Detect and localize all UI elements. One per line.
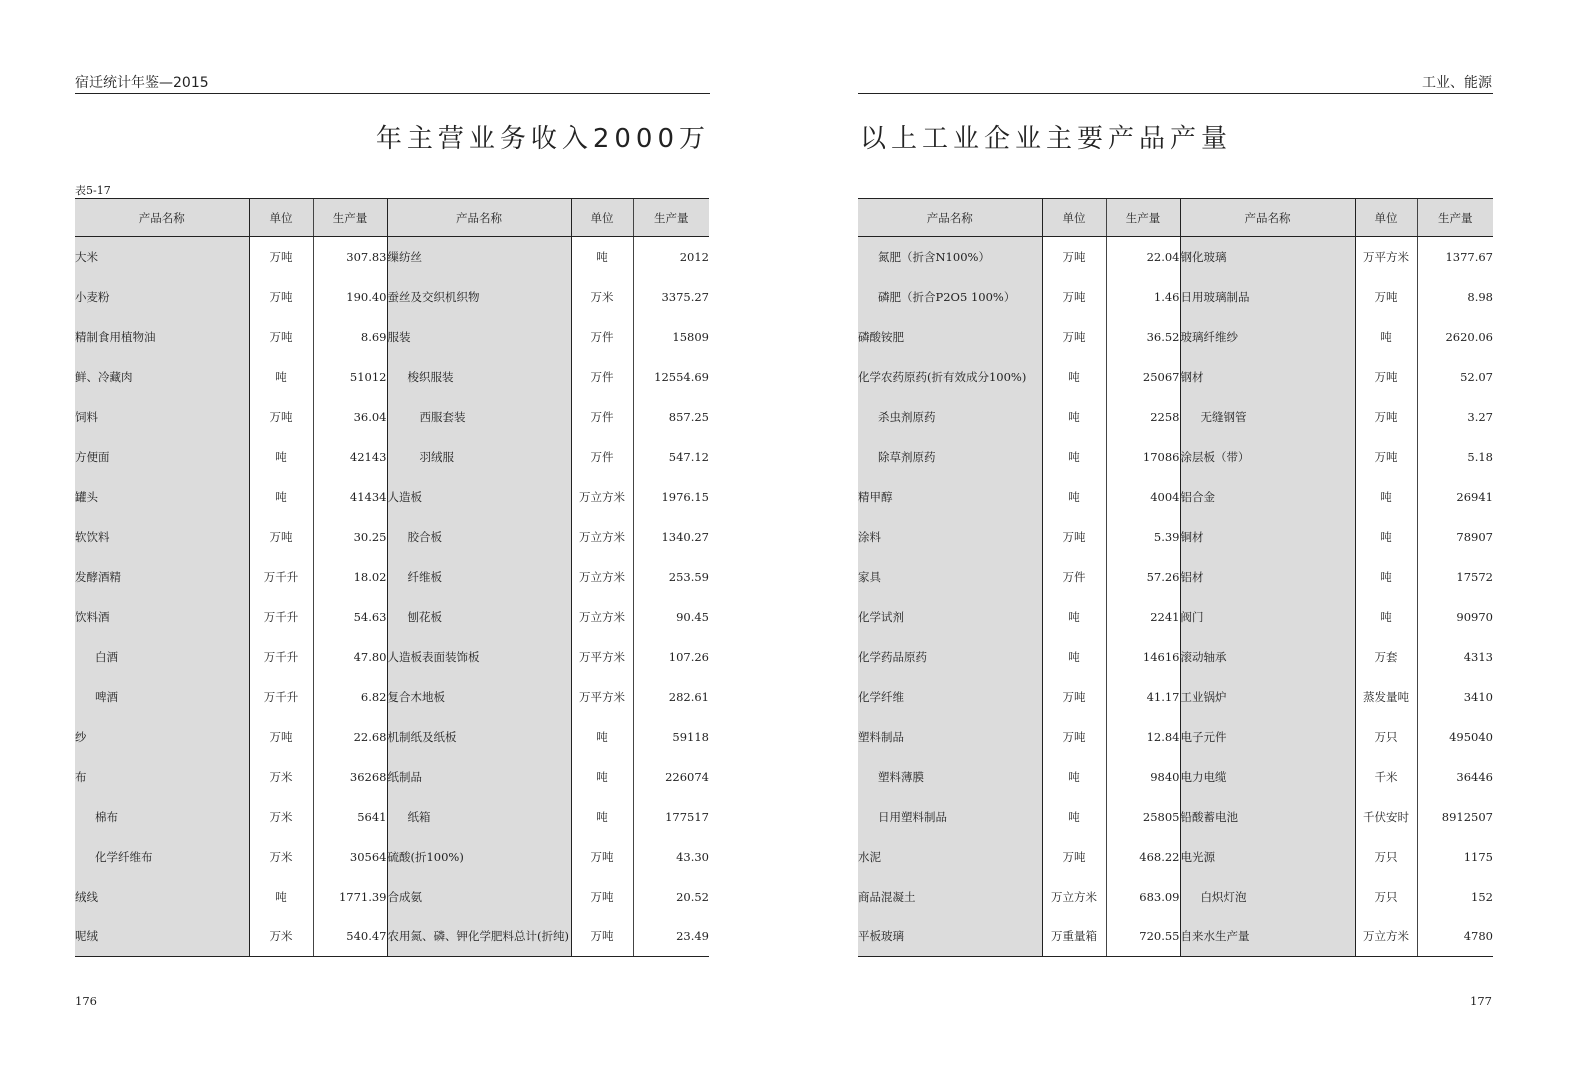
product-name: 塑料薄膜	[858, 757, 1042, 797]
unit: 万吨	[1042, 277, 1106, 317]
output-value: 52.07	[1417, 357, 1493, 397]
output-value: 495040	[1417, 717, 1493, 757]
header-unit: 单位	[1355, 199, 1417, 237]
table-row	[858, 837, 1493, 877]
unit: 吨	[1355, 597, 1417, 637]
table-row	[858, 437, 1493, 477]
product-name: 铅酸蓄电池	[1180, 797, 1355, 837]
product-name: 自来水生产量	[1180, 917, 1355, 957]
output-value: 59118	[633, 717, 709, 757]
header-rule	[75, 93, 710, 94]
unit: 万吨	[249, 317, 313, 357]
product-name: 蚕丝及交织机织物	[387, 277, 571, 317]
output-value: 57.26	[1106, 557, 1180, 597]
table-row	[75, 477, 709, 517]
header-output: 生产量	[1106, 199, 1180, 237]
table-row	[75, 517, 709, 557]
product-name: 缫纺丝	[387, 237, 571, 277]
unit: 万立方米	[571, 557, 633, 597]
unit: 万千升	[249, 637, 313, 677]
product-name: 铝材	[1180, 557, 1355, 597]
output-value: 2258	[1106, 397, 1180, 437]
table-row	[75, 317, 709, 357]
table-row	[75, 437, 709, 477]
unit: 万平方米	[1355, 237, 1417, 277]
output-value: 17086	[1106, 437, 1180, 477]
output-value: 1377.67	[1417, 237, 1493, 277]
product-name: 钢化玻璃	[1180, 237, 1355, 277]
output-value: 78907	[1417, 517, 1493, 557]
product-name: 白炽灯泡	[1180, 877, 1355, 917]
product-name: 布	[75, 757, 249, 797]
product-name: 罐头	[75, 477, 249, 517]
product-name: 除草剂原药	[858, 437, 1042, 477]
unit: 万千升	[249, 597, 313, 637]
table-row	[75, 237, 709, 277]
header-output: 生产量	[633, 199, 709, 237]
product-name: 磷酸铵肥	[858, 317, 1042, 357]
unit: 万米	[249, 917, 313, 957]
output-value: 41.17	[1106, 677, 1180, 717]
unit: 吨	[1042, 797, 1106, 837]
product-name: 啤酒	[75, 677, 249, 717]
unit: 万米	[249, 837, 313, 877]
product-name: 铝合金	[1180, 477, 1355, 517]
output-value: 18.02	[313, 557, 387, 597]
unit: 万吨	[1042, 717, 1106, 757]
unit: 吨	[1042, 597, 1106, 637]
unit: 万件	[571, 317, 633, 357]
output-value: 5.18	[1417, 437, 1493, 477]
output-value: 468.22	[1106, 837, 1180, 877]
running-head-book-title: 宿迁统计年鉴—2015	[75, 75, 209, 91]
output-value: 177517	[633, 797, 709, 837]
table-row	[75, 597, 709, 637]
product-name: 化学纤维布	[75, 837, 249, 877]
output-value: 107.26	[633, 637, 709, 677]
product-name: 商品混凝土	[858, 877, 1042, 917]
unit: 万件	[1042, 557, 1106, 597]
product-name: 软饮料	[75, 517, 249, 557]
output-value: 1175	[1417, 837, 1493, 877]
unit: 万吨	[1042, 517, 1106, 557]
unit: 万米	[249, 757, 313, 797]
product-name: 机制纸及纸板	[387, 717, 571, 757]
product-name: 工业锅炉	[1180, 677, 1355, 717]
product-name: 氮肥（折含N100%）	[858, 237, 1042, 277]
product-name: 阀门	[1180, 597, 1355, 637]
table-row	[858, 477, 1493, 517]
output-value: 30564	[313, 837, 387, 877]
table-title-part-2: 以上工业企业主要产品产量	[860, 124, 1233, 154]
page-number: 176	[75, 994, 97, 1008]
unit: 吨	[571, 757, 633, 797]
header-rule	[858, 93, 1493, 94]
unit: 万吨	[249, 517, 313, 557]
product-name: 钢材	[1180, 357, 1355, 397]
product-name: 平板玻璃	[858, 917, 1042, 957]
unit: 万只	[1355, 877, 1417, 917]
product-name: 小麦粉	[75, 277, 249, 317]
unit: 万重量箱	[1042, 917, 1106, 957]
table-row	[858, 717, 1493, 757]
product-name: 服装	[387, 317, 571, 357]
unit: 万千升	[249, 677, 313, 717]
table-row	[75, 717, 709, 757]
unit: 千伏安时	[1355, 797, 1417, 837]
left-page	[0, 0, 793, 1077]
output-value: 5.39	[1106, 517, 1180, 557]
output-value: 1976.15	[633, 477, 709, 517]
table-number: 表5-17	[75, 184, 111, 197]
product-name: 硫酸(折100%)	[387, 837, 571, 877]
unit: 蒸发量吨	[1355, 677, 1417, 717]
unit: 万吨	[1042, 837, 1106, 877]
header-product-name: 产品名称	[1180, 199, 1355, 237]
table-row	[858, 637, 1493, 677]
unit: 万立方米	[1355, 917, 1417, 957]
product-name: 精制食用植物油	[75, 317, 249, 357]
output-value: 5641	[313, 797, 387, 837]
output-value: 23.49	[633, 917, 709, 957]
table-row	[75, 757, 709, 797]
unit: 万平方米	[571, 637, 633, 677]
table-row	[75, 917, 709, 957]
product-name: 大米	[75, 237, 249, 277]
unit: 吨	[1355, 317, 1417, 357]
product-name: 涂料	[858, 517, 1042, 557]
unit: 万吨	[571, 877, 633, 917]
product-name: 刨花板	[387, 597, 571, 637]
unit: 万米	[571, 277, 633, 317]
table-header-row	[75, 199, 709, 237]
output-value: 152	[1417, 877, 1493, 917]
output-value: 15809	[633, 317, 709, 357]
product-name: 水泥	[858, 837, 1042, 877]
output-value: 51012	[313, 357, 387, 397]
product-name: 家具	[858, 557, 1042, 597]
output-value: 90970	[1417, 597, 1493, 637]
output-value: 30.25	[313, 517, 387, 557]
unit: 吨	[249, 437, 313, 477]
product-name: 滚动轴承	[1180, 637, 1355, 677]
output-value: 22.68	[313, 717, 387, 757]
unit: 吨	[1355, 477, 1417, 517]
output-value: 25067	[1106, 357, 1180, 397]
output-value: 4313	[1417, 637, 1493, 677]
output-value: 2620.06	[1417, 317, 1493, 357]
output-value: 43.30	[633, 837, 709, 877]
product-name: 日用玻璃制品	[1180, 277, 1355, 317]
product-name: 电力电缆	[1180, 757, 1355, 797]
unit: 万吨	[571, 917, 633, 957]
product-name: 棉布	[75, 797, 249, 837]
product-name: 日用塑料制品	[858, 797, 1042, 837]
output-value: 190.40	[313, 277, 387, 317]
product-name: 人造板	[387, 477, 571, 517]
unit: 吨	[1042, 437, 1106, 477]
product-name: 玻璃纤维纱	[1180, 317, 1355, 357]
table-row	[858, 797, 1493, 837]
output-value: 36.04	[313, 397, 387, 437]
output-value: 1.46	[1106, 277, 1180, 317]
output-value: 90.45	[633, 597, 709, 637]
unit: 吨	[1042, 397, 1106, 437]
product-name: 鲜、冷藏肉	[75, 357, 249, 397]
product-name: 发酵酒精	[75, 557, 249, 597]
unit: 吨	[249, 877, 313, 917]
unit: 万吨	[1355, 397, 1417, 437]
output-value: 540.47	[313, 917, 387, 957]
output-value: 2241	[1106, 597, 1180, 637]
output-value: 1771.39	[313, 877, 387, 917]
output-value: 307.83	[313, 237, 387, 277]
output-value: 857.25	[633, 397, 709, 437]
product-name: 人造板表面装饰板	[387, 637, 571, 677]
right-page	[793, 0, 1586, 1077]
unit: 万吨	[571, 837, 633, 877]
table-row	[858, 357, 1493, 397]
table-row	[858, 317, 1493, 357]
unit: 万件	[571, 437, 633, 477]
output-value: 9840	[1106, 757, 1180, 797]
unit: 万吨	[249, 397, 313, 437]
unit: 吨	[1355, 557, 1417, 597]
table-row	[75, 797, 709, 837]
table-header-row	[858, 199, 1493, 237]
output-value: 547.12	[633, 437, 709, 477]
table-row	[858, 277, 1493, 317]
unit: 吨	[571, 717, 633, 757]
unit: 万件	[571, 397, 633, 437]
unit: 万吨	[1355, 277, 1417, 317]
output-value: 47.80	[313, 637, 387, 677]
output-value: 54.63	[313, 597, 387, 637]
unit: 万立方米	[571, 597, 633, 637]
output-value: 12.84	[1106, 717, 1180, 757]
output-value: 2012	[633, 237, 709, 277]
output-value: 253.59	[633, 557, 709, 597]
page-number: 177	[1470, 994, 1492, 1008]
table-row	[858, 677, 1493, 717]
table-row	[75, 837, 709, 877]
output-value: 26941	[1417, 477, 1493, 517]
product-name: 精甲醇	[858, 477, 1042, 517]
unit: 万立方米	[571, 517, 633, 557]
output-value: 42143	[313, 437, 387, 477]
table-row	[75, 397, 709, 437]
product-name: 梭织服装	[387, 357, 571, 397]
table-row	[75, 677, 709, 717]
product-name: 磷肥（折合P2O5 100%）	[858, 277, 1042, 317]
unit: 吨	[571, 797, 633, 837]
product-name: 铜材	[1180, 517, 1355, 557]
product-name: 农用氮、磷、钾化学肥料总计(折纯)	[387, 917, 571, 957]
output-value: 3375.27	[633, 277, 709, 317]
unit: 吨	[1042, 477, 1106, 517]
table-row	[858, 757, 1493, 797]
unit: 万吨	[1042, 317, 1106, 357]
product-name: 饮料酒	[75, 597, 249, 637]
unit: 万平方米	[571, 677, 633, 717]
product-name: 复合木地板	[387, 677, 571, 717]
table-row	[75, 877, 709, 917]
product-name: 饲料	[75, 397, 249, 437]
product-name: 合成氨	[387, 877, 571, 917]
table-row	[75, 357, 709, 397]
product-name: 纸箱	[387, 797, 571, 837]
output-value: 36.52	[1106, 317, 1180, 357]
output-value: 8912507	[1417, 797, 1493, 837]
output-value: 4780	[1417, 917, 1493, 957]
table-row	[858, 597, 1493, 637]
header-output: 生产量	[1417, 199, 1493, 237]
output-value: 14616	[1106, 637, 1180, 677]
unit: 万吨	[1355, 357, 1417, 397]
unit: 吨	[571, 237, 633, 277]
output-value: 226074	[633, 757, 709, 797]
unit: 万只	[1355, 837, 1417, 877]
product-output-table-left	[75, 198, 709, 957]
unit: 万吨	[1042, 677, 1106, 717]
product-name: 呢绒	[75, 917, 249, 957]
unit: 吨	[1042, 357, 1106, 397]
product-name: 化学试剂	[858, 597, 1042, 637]
output-value: 8.98	[1417, 277, 1493, 317]
product-name: 纸制品	[387, 757, 571, 797]
product-name: 方便面	[75, 437, 249, 477]
product-output-table-right	[858, 198, 1493, 957]
header-unit: 单位	[571, 199, 633, 237]
product-name: 西服套装	[387, 397, 571, 437]
product-name: 电光源	[1180, 837, 1355, 877]
unit: 吨	[249, 477, 313, 517]
unit: 万吨	[1355, 437, 1417, 477]
output-value: 683.09	[1106, 877, 1180, 917]
table-row	[858, 397, 1493, 437]
unit: 万只	[1355, 717, 1417, 757]
product-name: 无缝钢管	[1180, 397, 1355, 437]
output-value: 8.69	[313, 317, 387, 357]
table-row	[858, 517, 1493, 557]
table-row	[858, 917, 1493, 957]
output-value: 36268	[313, 757, 387, 797]
product-name: 化学纤维	[858, 677, 1042, 717]
unit: 吨	[249, 357, 313, 397]
header-product-name: 产品名称	[858, 199, 1042, 237]
unit: 万米	[249, 797, 313, 837]
product-name: 涂层板（带）	[1180, 437, 1355, 477]
output-value: 720.55	[1106, 917, 1180, 957]
unit: 千米	[1355, 757, 1417, 797]
unit: 万千升	[249, 557, 313, 597]
output-value: 3.27	[1417, 397, 1493, 437]
table-row	[75, 637, 709, 677]
table-title-part-1: 年主营业务收入2000万	[375, 124, 710, 154]
output-value: 36446	[1417, 757, 1493, 797]
unit: 万立方米	[571, 477, 633, 517]
output-value: 17572	[1417, 557, 1493, 597]
table-row	[858, 237, 1493, 277]
header-unit: 单位	[249, 199, 313, 237]
table-row	[858, 877, 1493, 917]
output-value: 25805	[1106, 797, 1180, 837]
output-value: 41434	[313, 477, 387, 517]
unit: 万件	[571, 357, 633, 397]
header-output: 生产量	[313, 199, 387, 237]
product-name: 胶合板	[387, 517, 571, 557]
output-value: 6.82	[313, 677, 387, 717]
unit: 万吨	[249, 237, 313, 277]
table-row	[858, 557, 1493, 597]
header-unit: 单位	[1042, 199, 1106, 237]
output-value: 12554.69	[633, 357, 709, 397]
output-value: 282.61	[633, 677, 709, 717]
table-row	[75, 277, 709, 317]
product-name: 塑料制品	[858, 717, 1042, 757]
output-value: 4004	[1106, 477, 1180, 517]
product-name: 化学农药原药(折有效成分100%)	[858, 357, 1042, 397]
unit: 吨	[1042, 757, 1106, 797]
header-product-name: 产品名称	[75, 199, 249, 237]
unit: 万套	[1355, 637, 1417, 677]
unit: 万吨	[249, 717, 313, 757]
unit: 吨	[1355, 517, 1417, 557]
output-value: 3410	[1417, 677, 1493, 717]
product-name: 纱	[75, 717, 249, 757]
product-name: 白酒	[75, 637, 249, 677]
output-value: 20.52	[633, 877, 709, 917]
unit: 吨	[1042, 637, 1106, 677]
product-name: 纤维板	[387, 557, 571, 597]
product-name: 绒线	[75, 877, 249, 917]
unit: 万吨	[249, 277, 313, 317]
output-value: 22.04	[1106, 237, 1180, 277]
output-value: 1340.27	[633, 517, 709, 557]
product-name: 化学药品原药	[858, 637, 1042, 677]
product-name: 羽绒服	[387, 437, 571, 477]
product-name: 电子元件	[1180, 717, 1355, 757]
unit: 万吨	[1042, 237, 1106, 277]
unit: 万立方米	[1042, 877, 1106, 917]
product-name: 杀虫剂原药	[858, 397, 1042, 437]
table-row	[75, 557, 709, 597]
running-head-section: 工业、能源	[1422, 75, 1492, 91]
header-product-name: 产品名称	[387, 199, 571, 237]
